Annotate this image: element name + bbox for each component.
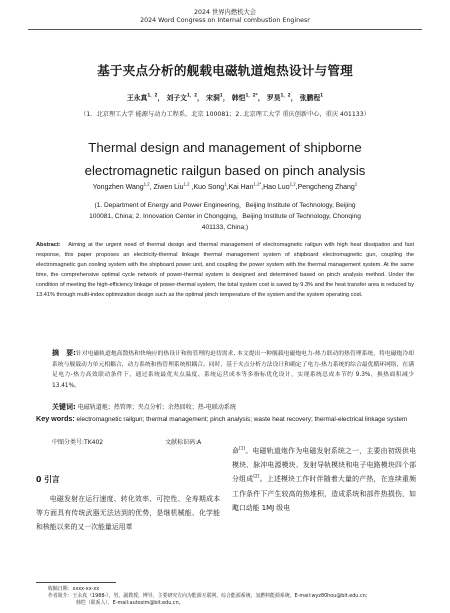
footnotes	[36, 586, 416, 606]
author-name: 王永真	[126, 94, 148, 102]
left-column-text: 电磁发射在运行速度、转化效率、可控性、全寿期成本等方面具有传统武器无法达到的优势，是继机械能、化学能和核能以来的又一次能量运用革	[36, 495, 220, 532]
author-name: Kai Han	[228, 184, 254, 191]
running-header	[0, 9, 450, 25]
right-column-text	[232, 444, 416, 515]
english-abstract-text: Aiming at the urgent need of thermal design and thermal management of electromagnetic railgun with high heat dissipation and fast response, this paper proposes an electricity-thermal linkage thermal management system of shipboard electromagnetic gun, coupling the electromagnetic gun cooling system with the shipboard power unit, and coupling the power system with the thermal management system. At the same time, the comprehensive optimal cycle network of power-thermal system is designed and determined based on pinch analysis method. Under the condition of meeting the high-efficiency linkage of power-thermal system, the total system cost is saved by 9.3% and the heat transfer area is reduced by 13.41% through multi-index optimization design such as the optimal pinch temperature of the system and the system operating cost.	[36, 242, 414, 298]
right-column-text-pre: 命	[232, 447, 240, 455]
chinese-authors: 王永真$^{1,2}$， 刘子文$^{1,2}$， 宋洞$^1$， 韩恺$^{1,2*}$， 罗昊$^{1,2}$， 张鹏程$^1$	[126, 92, 324, 102]
author-name: Yongzhen Wang	[92, 184, 144, 191]
author-name: 宋洞	[206, 94, 220, 102]
english-affiliation-line-2: 100081, China; 2. Innovation Center in Chongqing，Beijing Institute of Technology, Chonqing	[89, 213, 361, 220]
citation-ref: [2]	[253, 475, 260, 481]
section-heading: 0 引言	[36, 475, 60, 484]
author-name: 刘子文	[166, 94, 187, 102]
footnote-received: 收稿日期：xxxx-xx-xx	[48, 586, 100, 592]
english-keywords	[36, 413, 414, 425]
english-authors: Yongzhen Wang$^{1,2}$, Ziwen Liu$^{1,2}$ ,Kuo Song$^1$,Kai Han$^{1,2*}$,Hao Luo$^{1,2}$,Pengcheng Zhang$^1$	[92, 181, 358, 191]
clc-label: 中图分类号:	[52, 439, 85, 446]
author-affil-mark: 1，2	[147, 92, 158, 98]
author-affil-mark: 1	[224, 181, 227, 187]
english-abstract-label: Abstract:	[36, 242, 61, 248]
citation-ref: [1]	[239, 446, 246, 452]
doc-code-value: A	[197, 439, 202, 446]
author-affil-mark: 1,2	[143, 181, 150, 187]
author-name: Kuo Song	[193, 184, 225, 191]
author-name: 韩恺	[231, 94, 246, 102]
header-line-en: 2024 Word Congress on Internal combustion Enginesr	[140, 17, 310, 24]
footnote-author: 作者简介：王永真（1988-），男，副教授，博导，主要研究方向为能源互联网、综合能源系统、氢燃料能源系统。E-mail:wyz80hou@bit.edu.cn;	[48, 592, 368, 599]
footnote-corresponding: 韩恺（联系人），E-mail:autosim@bit.edu.cn。	[76, 599, 184, 606]
author-affil-mark: 1	[354, 181, 358, 187]
author-affil-mark: 1,2	[289, 181, 296, 187]
chinese-abstract-text: 针对电磁轨道炮高散热和快响应的热设计和热管理的迫切需求, 本文提出一种舰载电磁炮电力-热力联动的热管理系统，将电磁炮冷却系统与舰载动力单元相耦合，动力系统和热管理系统相耦合。同时，基于夹点分析方法设计和确定了电力-热力系统的综合最优循环网络，在满足电力-热力高效联动条件下，通过系统最优夹点温度、系统运营成本等多指标优化设计，实现系统总成本节约 9.3%，换热面积减少 13.41%。	[52, 351, 414, 389]
right-column-text-post: 。上述模块工作时伴随着大量的产热，在连续重频工作条件下产生较高的热堆积，造成系统和部件热损伤，如飑口动能 1MJ 级电	[232, 475, 417, 512]
english-affiliation-line-3: 401133, China;)	[201, 224, 249, 231]
author-affil-mark: 1,2*	[253, 181, 262, 187]
author-name: 罗昊	[266, 94, 281, 102]
english-affiliation	[60, 200, 390, 233]
chinese-keywords-text: 电磁轨道炮；热管理；夹点分析；余热回收；热-电联动系统	[77, 404, 236, 411]
author-affil-mark: 1，2	[186, 92, 197, 98]
author-affil-mark: 1，2	[280, 92, 291, 98]
footnote-rule	[36, 582, 116, 583]
english-title-line-1: Thermal design and management of shipborne	[88, 140, 362, 155]
english-keywords-text: electromagnetic railgun; thermal management; pinch analysis; waste heat recovery; thermal-electrical linkage system	[76, 416, 408, 423]
chinese-keywords-label: 关键词:	[52, 403, 76, 411]
author-name: 张鹏程	[299, 94, 321, 102]
right-column-text-mid: 。电磁轨道炮作为电磁发射系统之一，主要由初级供电模块、脉冲电源模块、发射导轨模块和电子电路模块四个部分组成	[232, 447, 417, 484]
chinese-title: 基于夹点分析的舰载电磁轨道炮热设计与管理	[97, 63, 353, 78]
author-affil-mark: 1,2	[183, 181, 190, 187]
header-line-cn: 2024 世界内燃机大会	[193, 9, 257, 16]
author-name: Pengcheng Zhang	[297, 184, 355, 191]
english-title	[0, 136, 450, 182]
author-affil-mark: 1	[320, 92, 324, 98]
chinese-abstract	[52, 348, 414, 391]
header-rule	[28, 29, 422, 30]
english-affiliation-line-1: (1. Department of Energy and Power Engineering，Beijing Institute of Technology, Beijing	[94, 202, 356, 209]
english-keywords-label: Key words:	[36, 414, 75, 423]
chinese-affiliation: （1．北京理工大学 能源与动力工程系，北京 100081；2. 北京理工大学 重庆创新中心，重庆 401133）	[80, 111, 370, 118]
clc-value: TK402	[84, 439, 104, 446]
classification-line	[52, 437, 201, 446]
chinese-keywords	[52, 402, 414, 412]
author-name: Ziwen Liu	[153, 184, 184, 191]
author-affil-mark: 1	[219, 92, 223, 98]
author-name: Hao Luo	[263, 184, 290, 191]
english-title-line-2: electromagnetic railgun based on pinch analysis	[84, 163, 366, 178]
author-affil-mark: 1，2*	[245, 92, 258, 98]
english-abstract	[36, 241, 414, 300]
doc-code-label: 文献标识码:	[165, 439, 198, 446]
chinese-abstract-label: 摘 要:	[52, 349, 76, 357]
